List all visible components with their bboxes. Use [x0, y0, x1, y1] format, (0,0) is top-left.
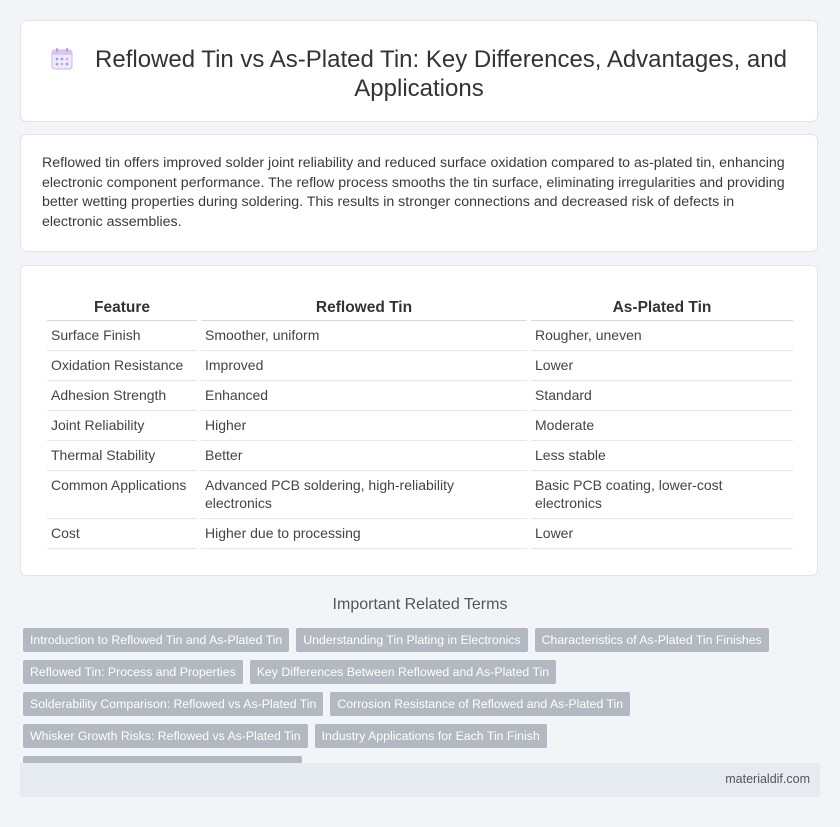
row-reflowed: Higher due to processing [201, 519, 527, 549]
footer-site-link[interactable]: materialdif.com [725, 772, 810, 786]
header-reflowed-tin: Reflowed Tin [201, 291, 527, 321]
row-feature: Joint Reliability [47, 411, 197, 441]
header-as-plated-tin: As-Plated Tin [531, 291, 793, 321]
comparison-table [43, 291, 797, 549]
table-row [47, 519, 793, 549]
row-feature: Common Applications [47, 471, 197, 519]
table-row [47, 411, 793, 441]
footer-bar [20, 763, 820, 797]
related-term-link[interactable]: Industry Applications for Each Tin Finish [315, 724, 547, 748]
related-term-link[interactable]: Introduction to Reflowed Tin and As-Plated Tin [23, 628, 289, 652]
row-reflowed: Advanced PCB soldering, high-reliability electronics [201, 471, 527, 519]
row-reflowed: Higher [201, 411, 527, 441]
related-term-link[interactable]: Reflowed Tin: Process and Properties [23, 660, 243, 684]
page-title: Reflowed Tin vs As-Plated Tin: Key Differences, Advantages, and Applications [95, 46, 787, 102]
related-terms-list [23, 628, 823, 780]
title-card [20, 20, 818, 122]
row-reflowed: Better [201, 441, 527, 471]
related-term-link[interactable]: Whisker Growth Risks: Reflowed vs As-Plated Tin [23, 724, 308, 748]
table-row [47, 351, 793, 381]
row-feature: Adhesion Strength [47, 381, 197, 411]
related-term-link[interactable]: Solderability Comparison: Reflowed vs As-Plated Tin [23, 692, 323, 716]
related-term-link[interactable]: Characteristics of As-Plated Tin Finishes [535, 628, 769, 652]
row-as-plated: Standard [531, 381, 793, 411]
row-feature: Cost [47, 519, 197, 549]
row-reflowed: Improved [201, 351, 527, 381]
row-as-plated: Lower [531, 351, 793, 381]
row-as-plated: Rougher, uneven [531, 321, 793, 351]
intro-card [20, 134, 818, 252]
page-title-wrap [21, 45, 817, 103]
table-header-row [47, 291, 793, 321]
row-as-plated: Less stable [531, 441, 793, 471]
comparison-card [20, 265, 818, 576]
table-row [47, 441, 793, 471]
row-feature: Surface Finish [47, 321, 197, 351]
row-as-plated: Moderate [531, 411, 793, 441]
related-term-link[interactable]: Key Differences Between Reflowed and As-Plated Tin [250, 660, 556, 684]
row-as-plated: Lower [531, 519, 793, 549]
table-row [47, 471, 793, 519]
row-feature: Thermal Stability [47, 441, 197, 471]
related-terms-title: Important Related Terms [332, 596, 508, 613]
row-feature: Oxidation Resistance [47, 351, 197, 381]
row-reflowed: Enhanced [201, 381, 527, 411]
intro-paragraph: Reflowed tin offers improved solder joint reliability and reduced surface oxidation compared to as-plated tin, enhancing electronic component performance. The reflow process smooths the tin surface, eliminating irregularities and providing better wetting properties during soldering. This results in stronger connections and decreased risk of defects in electronic assemblies. [42, 155, 785, 230]
related-term-link[interactable]: Understanding Tin Plating in Electronics [296, 628, 527, 652]
row-as-plated: Basic PCB coating, lower-cost electronics [531, 471, 793, 519]
header-feature: Feature [47, 291, 197, 321]
row-reflowed: Smoother, uniform [201, 321, 527, 351]
calendar-icon [51, 48, 73, 70]
table-row [47, 381, 793, 411]
table-row [47, 321, 793, 351]
related-term-link[interactable]: Corrosion Resistance of Reflowed and As-Plated Tin [330, 692, 630, 716]
